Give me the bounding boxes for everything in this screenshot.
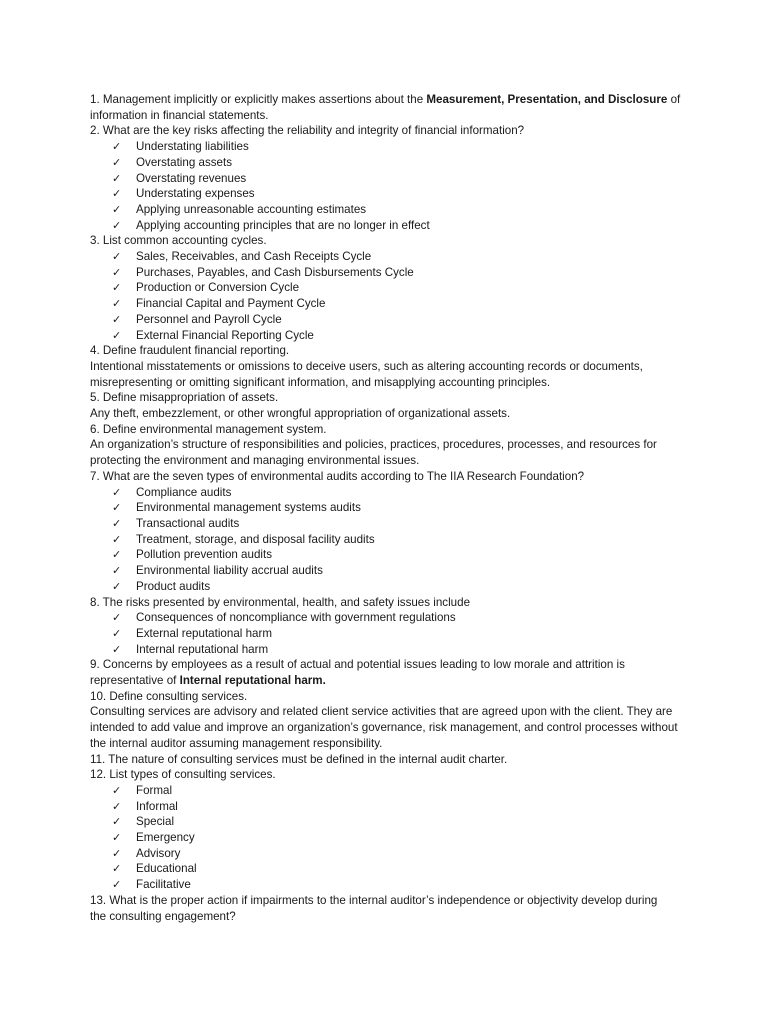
text-run: the internal auditor assuming management responsibility. bbox=[90, 736, 383, 750]
text-run: intended to add value and improve an organization’s governance, risk management, and control processes without bbox=[90, 721, 678, 735]
checkmark-icon: ✓ bbox=[112, 532, 122, 546]
text-line bbox=[90, 343, 690, 359]
text-line bbox=[90, 767, 690, 783]
checklist-item-label: Production or Conversion Cycle bbox=[136, 281, 300, 295]
checklist-item-label: External Financial Reporting Cycle bbox=[136, 328, 314, 342]
checklist-item bbox=[90, 171, 690, 187]
checklist-item-label: Sales, Receivables, and Cash Receipts Cycle bbox=[136, 250, 372, 264]
checklist-item bbox=[90, 202, 690, 218]
checklist-item-label: Compliance audits bbox=[136, 485, 232, 499]
checklist-item-label: Educational bbox=[136, 862, 197, 876]
checklist-item bbox=[90, 861, 690, 877]
text-run: 13. What is the proper action if impairments to the internal auditor’s independence or objectivity develop during bbox=[90, 893, 658, 907]
checkmark-icon: ✓ bbox=[112, 783, 122, 797]
text-run: 8. The risks presented by environmental, health, and safety issues include bbox=[90, 595, 471, 609]
checklist-item-label: Understating liabilities bbox=[136, 140, 249, 154]
text-run: 4. Define fraudulent financial reporting. bbox=[90, 344, 290, 358]
checklist-item-label: Internal reputational harm bbox=[136, 642, 269, 656]
text-run: 3. List common accounting cycles. bbox=[90, 234, 267, 248]
checklist-item bbox=[90, 626, 690, 642]
text-run: 2. What are the key risks affecting the reliability and integrity of financial information? bbox=[90, 124, 525, 138]
text-line bbox=[90, 390, 690, 406]
checklist-item bbox=[90, 265, 690, 281]
checkmark-icon: ✓ bbox=[112, 250, 122, 264]
document-page bbox=[90, 92, 690, 924]
checklist-item-label: Personnel and Payroll Cycle bbox=[136, 312, 282, 326]
checklist-item bbox=[90, 328, 690, 344]
checklist-item bbox=[90, 783, 690, 799]
text-line bbox=[90, 233, 690, 249]
checklist-item-label: Applying unreasonable accounting estimates bbox=[136, 202, 367, 216]
text-line bbox=[90, 453, 690, 469]
checkmark-icon: ✓ bbox=[112, 140, 122, 154]
checklist-item-label: Formal bbox=[136, 783, 173, 797]
text-run: misrepresenting or omitting significant information, and misapplying accounting principles. bbox=[90, 375, 551, 389]
checkmark-icon: ✓ bbox=[112, 297, 122, 311]
text-run: 11. The nature of consulting services must be defined in the internal audit charter. bbox=[90, 752, 508, 766]
checklist-item-label: Applying accounting principles that are no longer in effect bbox=[136, 218, 430, 232]
text-line bbox=[90, 736, 690, 752]
checkmark-icon: ✓ bbox=[112, 862, 122, 876]
checklist-item-label: Environmental management systems audits bbox=[136, 501, 361, 515]
checklist bbox=[90, 249, 690, 343]
text-run: Intentional misstatements or omissions to deceive users, such as altering accounting records or documents, bbox=[90, 359, 643, 373]
text-line bbox=[90, 689, 690, 705]
checklist-item-label: Understating expenses bbox=[136, 187, 255, 201]
text-line bbox=[90, 359, 690, 375]
text-line bbox=[90, 752, 690, 768]
text-line bbox=[90, 469, 690, 485]
text-run: the consulting engagement? bbox=[90, 909, 236, 923]
checklist-item-label: Overstating revenues bbox=[136, 171, 247, 185]
checklist-item bbox=[90, 312, 690, 328]
bold-text: Internal reputational harm. bbox=[179, 674, 326, 688]
checklist bbox=[90, 485, 690, 595]
checklist-item-label: Consequences of noncompliance with government regulations bbox=[136, 611, 456, 625]
text-run: representative of bbox=[90, 674, 180, 688]
checklist bbox=[90, 139, 690, 233]
checkmark-icon: ✓ bbox=[112, 548, 122, 562]
text-line bbox=[90, 123, 690, 139]
checkmark-icon: ✓ bbox=[112, 155, 122, 169]
checklist-item bbox=[90, 610, 690, 626]
checklist-item-label: Treatment, storage, and disposal facility audits bbox=[136, 532, 375, 546]
text-line bbox=[90, 704, 690, 720]
text-line bbox=[90, 422, 690, 438]
text-run: 1. Management implicitly or explicitly makes assertions about the bbox=[90, 93, 427, 106]
checklist-item bbox=[90, 547, 690, 563]
checkmark-icon: ✓ bbox=[112, 516, 122, 530]
text-run: information in financial statements. bbox=[90, 108, 269, 122]
checklist-item-label: Environmental liability accrual audits bbox=[136, 564, 323, 578]
checkmark-icon: ✓ bbox=[112, 642, 122, 656]
checklist-item bbox=[90, 579, 690, 595]
checklist-item bbox=[90, 218, 690, 234]
text-run: 6. Define environmental management system. bbox=[90, 422, 327, 436]
checkmark-icon: ✓ bbox=[112, 328, 122, 342]
checkmark-icon: ✓ bbox=[112, 878, 122, 892]
text-line bbox=[90, 437, 690, 453]
checkmark-icon: ✓ bbox=[112, 626, 122, 640]
checklist-item bbox=[90, 249, 690, 265]
checklist-item bbox=[90, 500, 690, 516]
checkmark-icon: ✓ bbox=[112, 312, 122, 326]
checklist-item bbox=[90, 280, 690, 296]
checklist-item-label: Special bbox=[136, 815, 175, 829]
checklist bbox=[90, 783, 690, 893]
text-line bbox=[90, 673, 690, 689]
text-line bbox=[90, 108, 690, 124]
checklist bbox=[90, 610, 690, 657]
checklist-item bbox=[90, 799, 690, 815]
checkmark-icon: ✓ bbox=[112, 281, 122, 295]
checklist-item-label: Emergency bbox=[136, 831, 195, 845]
checklist-item bbox=[90, 830, 690, 846]
checklist-item-label: Informal bbox=[136, 799, 178, 813]
text-run: An organization’s structure of responsibilities and policies, practices, procedures, processes, and resources for bbox=[90, 438, 657, 452]
text-line bbox=[90, 595, 690, 611]
text-line bbox=[90, 720, 690, 736]
text-run: 10. Define consulting services. bbox=[90, 689, 248, 703]
text-line bbox=[90, 406, 690, 422]
checklist-item-label: Purchases, Payables, and Cash Disbursements Cycle bbox=[136, 265, 414, 279]
checklist-item-label: Pollution prevention audits bbox=[136, 548, 272, 562]
text-line bbox=[90, 92, 690, 108]
checkmark-icon: ✓ bbox=[112, 202, 122, 216]
checkmark-icon: ✓ bbox=[112, 265, 122, 279]
checkmark-icon: ✓ bbox=[112, 831, 122, 845]
text-run: protecting the environment and managing environmental issues. bbox=[90, 454, 420, 468]
text-run: of bbox=[667, 93, 681, 106]
text-run: Any theft, embezzlement, or other wrongful appropriation of organizational assets. bbox=[90, 407, 511, 421]
bold-text: Measurement, Presentation, and Disclosure bbox=[426, 93, 668, 106]
checklist-item bbox=[90, 485, 690, 501]
checklist-item bbox=[90, 155, 690, 171]
checkmark-icon: ✓ bbox=[112, 187, 122, 201]
checklist-item-label: Advisory bbox=[136, 846, 181, 860]
checklist-item bbox=[90, 642, 690, 658]
checklist-item-label: Overstating assets bbox=[136, 155, 233, 169]
checklist-item bbox=[90, 814, 690, 830]
checkmark-icon: ✓ bbox=[112, 611, 122, 625]
checklist-item bbox=[90, 846, 690, 862]
checklist-item bbox=[90, 532, 690, 548]
checklist-item-label: Transactional audits bbox=[136, 516, 240, 530]
text-line bbox=[90, 375, 690, 391]
text-line bbox=[90, 657, 690, 673]
text-run: Consulting services are advisory and related client service activities that are agreed upon with the client. They are bbox=[90, 705, 673, 719]
checkmark-icon: ✓ bbox=[112, 218, 122, 232]
text-run: 5. Define misappropriation of assets. bbox=[90, 391, 279, 405]
checklist-item bbox=[90, 877, 690, 893]
checklist-item bbox=[90, 516, 690, 532]
text-line bbox=[90, 909, 690, 925]
text-run: 9. Concerns by employees as a result of actual and potential issues leading to low morale and attrition is bbox=[90, 658, 625, 672]
checklist-item bbox=[90, 186, 690, 202]
checkmark-icon: ✓ bbox=[112, 171, 122, 185]
checkmark-icon: ✓ bbox=[112, 501, 122, 515]
checkmark-icon: ✓ bbox=[112, 485, 122, 499]
checkmark-icon: ✓ bbox=[112, 815, 122, 829]
checklist-item bbox=[90, 563, 690, 579]
text-run: 12. List types of consulting services. bbox=[90, 768, 276, 782]
checkmark-icon: ✓ bbox=[112, 579, 122, 593]
checkmark-icon: ✓ bbox=[112, 564, 122, 578]
checklist-item bbox=[90, 139, 690, 155]
checklist-item bbox=[90, 296, 690, 312]
checklist-item-label: Financial Capital and Payment Cycle bbox=[136, 297, 326, 311]
checklist-item-label: Facilitative bbox=[136, 878, 191, 892]
checkmark-icon: ✓ bbox=[112, 799, 122, 813]
text-run: 7. What are the seven types of environmental audits according to The IIA Research Foundation? bbox=[90, 469, 585, 483]
checkmark-icon: ✓ bbox=[112, 846, 122, 860]
text-line bbox=[90, 893, 690, 909]
checklist-item-label: Product audits bbox=[136, 579, 211, 593]
checklist-item-label: External reputational harm bbox=[136, 626, 272, 640]
